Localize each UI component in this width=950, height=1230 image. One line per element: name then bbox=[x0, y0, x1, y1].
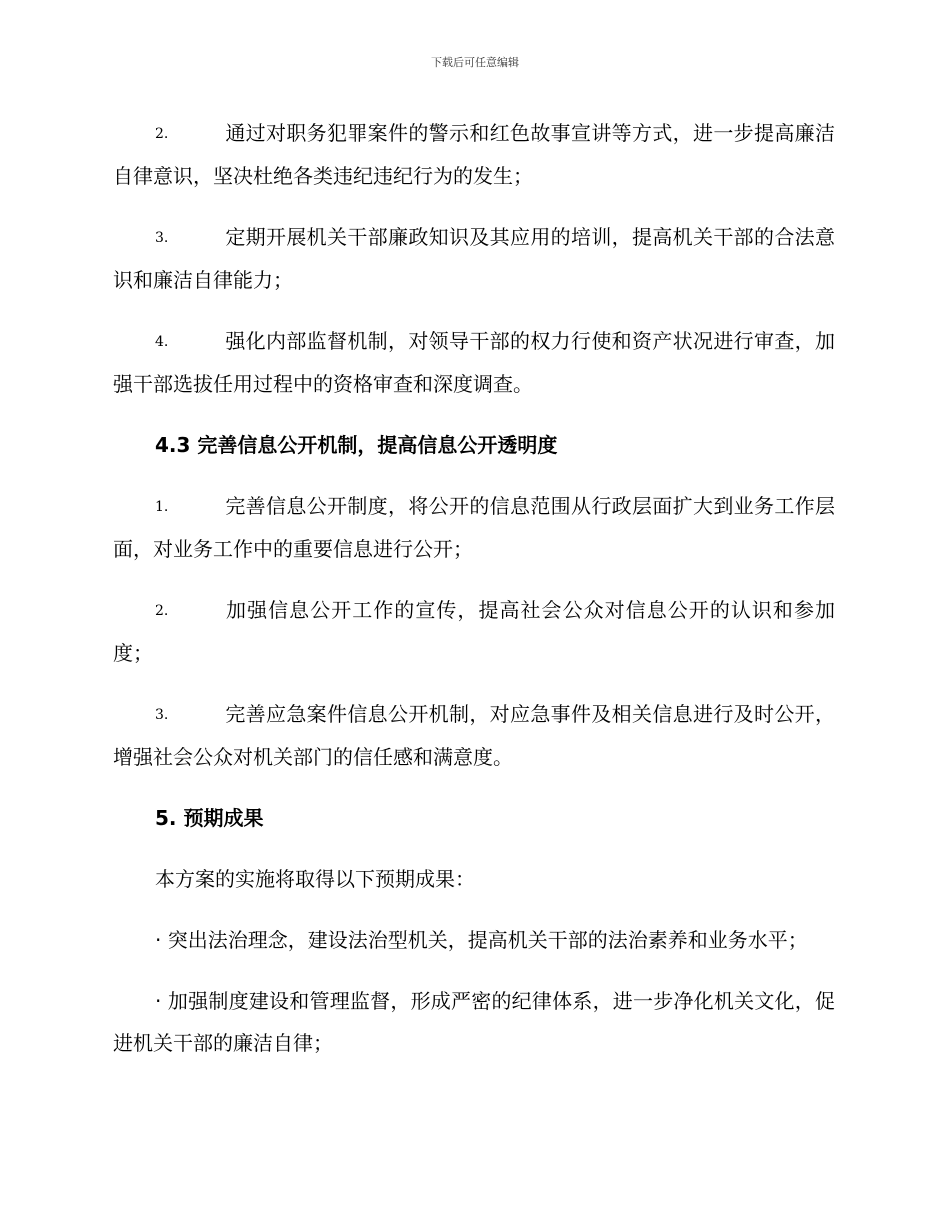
document-body bbox=[113, 112, 835, 1083]
numbered-item bbox=[113, 693, 835, 778]
bullet-text: · 突出法治理念，建设法治型机关，提高机关干部的法治素养和业务水平； bbox=[155, 928, 808, 952]
section-heading-text: 5. 预期成果 bbox=[155, 806, 264, 830]
paragraph bbox=[113, 858, 835, 900]
numbered-item bbox=[113, 589, 835, 674]
numbered-item bbox=[113, 320, 835, 405]
item-number: 2. bbox=[155, 126, 169, 142]
item-number: 3. bbox=[155, 230, 169, 246]
item-number: 2. bbox=[155, 603, 169, 619]
bullet-item bbox=[113, 980, 835, 1064]
section-heading-text: 4.3 完善信息公开机制，提高信息公开透明度 bbox=[155, 433, 558, 457]
item-number: 4. bbox=[155, 334, 169, 350]
bullet-text: · 加强制度建设和管理监督，形成严密的纪律体系，进一步净化机关文化，促进机关干部的廉洁自律； bbox=[113, 989, 835, 1055]
paragraph-text: 本方案的实施将取得以下预期成果： bbox=[155, 867, 475, 891]
section-heading bbox=[113, 797, 835, 839]
item-number: 1. bbox=[155, 499, 169, 515]
numbered-item bbox=[113, 216, 835, 301]
item-text: 完善应急案件信息公开机制，对应急事件及相关信息进行及时公开，增强社会公众对机关部门的信任感和满意度。 bbox=[113, 702, 835, 769]
item-text: 定期开展机关干部廉政知识及其应用的培训，提高机关干部的合法意识和廉洁自律能力； bbox=[113, 225, 835, 292]
numbered-item bbox=[113, 485, 835, 570]
section-heading bbox=[113, 424, 835, 466]
item-text: 强化内部监督机制，对领导干部的权力行使和资产状况进行审查，加强干部选拔任用过程中的资格审查和深度调查。 bbox=[113, 329, 835, 396]
page-header: 下载后可任意编辑 bbox=[431, 56, 519, 69]
item-text: 加强信息公开工作的宣传，提高社会公众对信息公开的认识和参加度； bbox=[113, 598, 835, 665]
item-number: 3. bbox=[155, 707, 169, 723]
bullet-item bbox=[113, 919, 835, 961]
item-text: 完善信息公开制度，将公开的信息范围从行政层面扩大到业务工作层面，对业务工作中的重要信息进行公开； bbox=[113, 494, 835, 561]
item-text: 通过对职务犯罪案件的警示和红色故事宣讲等方式，进一步提高廉洁自律意识，坚决杜绝各类违纪违纪行为的发生； bbox=[113, 121, 835, 188]
numbered-item bbox=[113, 112, 835, 197]
